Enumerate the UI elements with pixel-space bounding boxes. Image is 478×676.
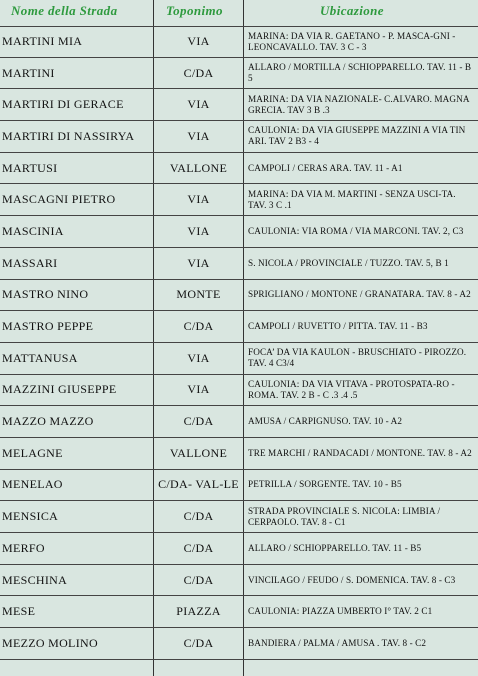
street-name-cell: MASCAGNI PIETRO <box>2 192 116 207</box>
ubicazione-cell: CAMPOLI / RUVETTO / PITTA. TAV. 11 - B3 <box>248 321 428 332</box>
ubicazione-cell: CAULONIA: PIAZZA UMBERTO I° TAV. 2 C1 <box>248 606 433 617</box>
toponimo-cell: MONTE <box>176 287 221 302</box>
table-row <box>0 280 478 312</box>
toponimo-cell: VIA <box>187 128 210 143</box>
table-row <box>0 121 478 153</box>
street-name-cell: MARTIRI DI GERACE <box>2 97 124 112</box>
table-header <box>0 0 478 26</box>
toponimo-cell: PIAZZA <box>176 604 221 619</box>
street-name-cell: MAZZINI GIUSEPPE <box>2 382 117 397</box>
street-name-cell: MARTINI MIA <box>2 34 83 49</box>
toponimo-cell: C/DA <box>183 65 214 80</box>
street-name-cell: MESCHINA <box>2 572 68 587</box>
table-row <box>0 533 478 565</box>
table-row <box>0 501 478 533</box>
table-row <box>0 406 478 438</box>
street-name-cell: MARTINI <box>2 65 55 80</box>
ubicazione-cell: VINCILAGO / FEUDO / S. DOMENICA. TAV. 8 - C3 <box>248 574 456 585</box>
header-ubicazione: Ubicazione <box>320 3 384 18</box>
table-row <box>0 89 478 121</box>
toponimo-cell: C/DA <box>183 635 214 650</box>
toponimo-cell: C/DA <box>183 319 214 334</box>
table-row <box>0 375 478 407</box>
ubicazione-cell: BANDIERA / PALMA / AMUSA . TAV. 8 - C2 <box>248 637 427 648</box>
table-row <box>0 248 478 280</box>
street-name-cell: MASTRO NINO <box>2 287 89 302</box>
toponimo-cell: VIA <box>187 350 210 365</box>
table-row <box>0 596 478 628</box>
ubicazione-cell: TRE MARCHI / RANDACADI / MONTONE. TAV. 8 - A2 <box>248 447 472 458</box>
toponimo-cell: C/DA <box>183 540 214 555</box>
ubicazione-cell: CAULONIA: DA VIA VITAVA - PROTOSPATA-RO - ROMA. TAV. 2 B - C .3 .4 .5 <box>248 378 455 400</box>
ubicazione-cell: MARINA: DA VIA NAZIONALE- C.ALVARO. MAGNA GRECIA. TAV 3 B .3 <box>248 93 470 115</box>
street-name-cell: MASSARI <box>2 255 58 270</box>
table-row <box>0 565 478 597</box>
table-row <box>0 343 478 375</box>
ubicazione-cell: CAULONIA: VIA ROMA / VIA MARCONI. TAV. 2, C3 <box>248 225 464 236</box>
street-name-cell: MENELAO <box>2 477 63 492</box>
toponimo-cell: VIA <box>187 34 210 49</box>
street-name-cell: MEZZO MOLINO <box>2 635 98 650</box>
street-name-cell: MAZZO MAZZO <box>2 414 94 429</box>
ubicazione-cell: FOCA’ DA VIA KAULON - BRUSCHIATO - PIROZZO. TAV. 4 C3/4 <box>248 347 467 369</box>
street-name-cell: MARTUSI <box>2 160 58 175</box>
table-row <box>0 184 478 216</box>
street-name-cell: MESE <box>2 604 36 619</box>
street-name-cell: MARTIRI DI NASSIRYA <box>2 128 135 143</box>
table-row <box>0 311 478 343</box>
table-row <box>0 628 478 660</box>
toponimo-cell: C/DA- VAL-LE <box>158 477 239 492</box>
street-name-cell: MASTRO PEPPE <box>2 319 94 334</box>
ubicazione-cell: STRADA PROVINCIALE S. NICOLA: LIMBIA / CERPAOLO. TAV. 8 - C1 <box>248 505 441 527</box>
table-row <box>0 470 478 502</box>
toponimo-cell: VIA <box>187 97 210 112</box>
toponimo-cell: VIA <box>187 255 210 270</box>
ubicazione-cell: S. NICOLA / PROVINCIALE / TUZZO. TAV. 5, B 1 <box>248 257 449 268</box>
street-name-cell: MATTANUSA <box>2 350 78 365</box>
table-row <box>0 438 478 470</box>
street-name-cell: MASCINIA <box>2 223 64 238</box>
toponimo-cell: C/DA <box>183 509 214 524</box>
ubicazione-cell: AMUSA / CARPIGNUSO. TAV. 10 - A2 <box>248 416 403 427</box>
table-row <box>0 216 478 248</box>
table-row <box>0 58 478 90</box>
table-body <box>0 26 478 660</box>
ubicazione-cell: PETRILLA / SORGENTE. TAV. 10 - B5 <box>248 479 402 490</box>
header-nome-della-strada: Nome della Strada <box>11 3 118 18</box>
table-row <box>0 153 478 185</box>
ubicazione-cell: ALLARO / SCHIOPPARELLO. TAV. 11 - B5 <box>248 542 422 553</box>
toponimo-cell: VALLONE <box>169 160 228 175</box>
toponimo-cell: VIA <box>187 192 210 207</box>
toponimo-cell: C/DA <box>183 414 214 429</box>
street-name-cell: MELAGNE <box>2 445 63 460</box>
street-name-cell: MENSICA <box>2 509 59 524</box>
ubicazione-cell: CAULONIA: DA VIA GIUSEPPE MAZZINI A VIA TIN ARI. TAV 2 B3 - 4 <box>248 125 466 147</box>
toponimo-cell: VALLONE <box>169 445 228 460</box>
ubicazione-cell: MARINA: DA VIA M. MARTINI - SENZA USCI-TA. TAV. 3 C .1 <box>248 188 456 210</box>
ubicazione-cell: CAMPOLI / CERAS ARA. TAV. 11 - A1 <box>248 162 403 173</box>
toponimo-cell: VIA <box>187 223 210 238</box>
ubicazione-cell: ALLARO / MORTILLA / SCHIOPPARELLO. TAV. 11 - B 5 <box>248 62 472 84</box>
ubicazione-cell: SPRIGLIANO / MONTONE / GRANATARA. TAV. 8 - A2 <box>248 289 471 300</box>
header-toponimo: Toponimo <box>166 3 223 18</box>
ubicazione-cell: MARINA: DA VIA R. GAETANO - P. MASCA-GNI - LEONCAVALLO. TAV. 3 C - 3 <box>248 30 456 52</box>
street-name-cell: MERFO <box>2 540 45 555</box>
toponimo-cell: C/DA <box>183 572 214 587</box>
table-row <box>0 26 478 58</box>
toponimo-cell: VIA <box>187 382 210 397</box>
